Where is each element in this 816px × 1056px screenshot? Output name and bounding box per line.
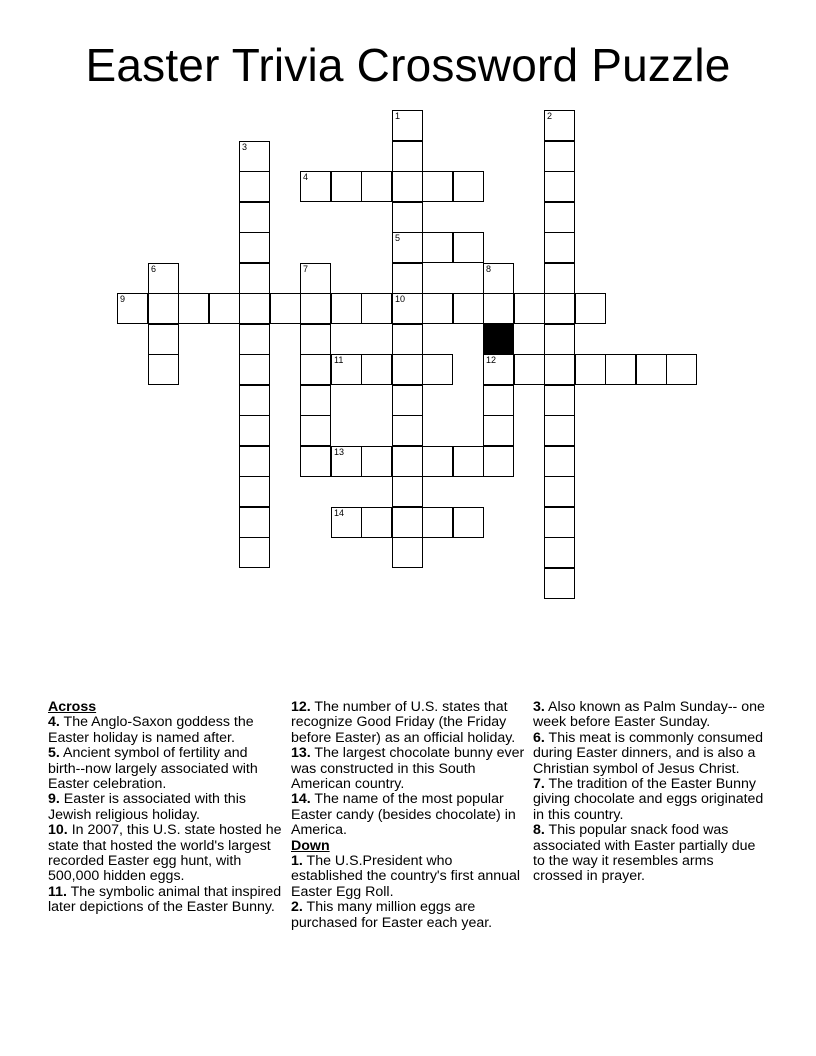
crossword-cell[interactable] [392,446,423,477]
crossword-cell[interactable] [575,293,606,324]
crossword-cell[interactable] [300,263,331,294]
clue-text: This many million eggs are purchased for Easter each year. [291,899,493,931]
clue-text: The largest chocolate bunny ever was constructed in this South American country. [291,745,525,793]
clue-text: The number of U.S. states that recognize Good Friday (the Friday before Easter) as an official holiday. [291,699,516,746]
crossword-cell[interactable] [422,507,453,538]
crossword-cell[interactable] [239,507,270,538]
across-clue-14 [291,792,525,838]
clue-number: 6. [533,729,545,746]
clue-number: 4. [48,714,60,731]
crossword-cell[interactable] [300,446,331,477]
crossword-cell[interactable] [361,171,392,202]
clue-text: Ancient symbol of fertility and birth--now largely associated with Easter celebration. [48,745,258,793]
blocked-cell [483,324,514,355]
page-title: Easter Trivia Crossword Puzzle [85,39,731,91]
across-heading: Across [48,699,97,715]
crossword-cell[interactable] [392,324,423,355]
crossword-cell[interactable] [331,446,362,477]
clue-text: This popular snack food was associated with Easter partially due to the way it resembles arms crossed in prayer. [533,822,756,885]
crossword-cell[interactable] [239,202,270,233]
crossword-cell[interactable] [239,476,270,507]
crossword-cell[interactable] [148,263,179,294]
crossword-cell[interactable] [148,293,179,324]
crossword-cell[interactable] [300,354,331,385]
crossword-cell[interactable] [544,446,575,477]
crossword-cell[interactable] [331,354,362,385]
clues-column-3 [533,700,767,885]
crossword-cell[interactable] [483,415,514,446]
crossword-cell[interactable] [422,446,453,477]
crossword-cell[interactable] [605,354,636,385]
down-clue-1 [291,854,525,900]
crossword-cell[interactable] [544,354,575,385]
clue-number-label: 2 [547,111,553,121]
crossword-cell[interactable] [117,293,148,324]
crossword-cell[interactable] [514,293,545,324]
crossword-cell[interactable] [239,263,270,294]
crossword-cell[interactable] [483,385,514,416]
crossword-cell[interactable] [300,415,331,446]
crossword-cell[interactable] [239,171,270,202]
crossword-cell[interactable] [392,263,423,294]
down-clue-6 [533,731,767,777]
clue-number-label: 11 [334,355,344,365]
clue-number: 9. [48,791,60,808]
crossword-cell[interactable] [148,354,179,385]
down-clue-3 [533,700,767,731]
down-clue-7 [533,777,767,823]
crossword-cell[interactable] [544,415,575,446]
clue-number-label: 10 [395,294,406,304]
crossword-cell[interactable] [453,232,484,263]
crossword-cell[interactable] [453,507,484,538]
crossword-cell[interactable] [300,324,331,355]
across-clue-5 [48,746,282,792]
crossword-cell[interactable] [483,293,514,324]
clue-text: In 2007, this U.S. state hosted he state that hosted the world's largest recorded Easter egg hunt, with 500,000 hidden eggs. [48,822,282,885]
crossword-cell[interactable] [392,354,423,385]
across-clue-9 [48,792,282,823]
crossword-cell[interactable] [544,537,575,568]
crossword-cell[interactable] [544,141,575,172]
crossword-cell[interactable] [422,171,453,202]
crossword-cell[interactable] [392,141,423,172]
crossword-cell[interactable] [483,263,514,294]
clue-number: 10. [48,822,68,839]
crossword-cell[interactable] [392,171,423,202]
clue-number-label: 8 [486,264,492,274]
crossword-cell[interactable] [453,446,484,477]
clue-text: This meat is commonly consumed during Easter dinners, and is also a Christian symbol of Jesus Christ. [533,729,763,777]
clue-number-label: 5 [395,233,401,243]
clue-number: 1. [291,853,303,870]
crossword-cell[interactable] [422,354,453,385]
clue-number: 8. [533,822,545,839]
crossword-cell[interactable] [392,110,423,141]
clue-number-label: 4 [303,172,309,182]
crossword-cell[interactable] [453,171,484,202]
clue-text: Also known as Palm Sunday-- one week before Easter Sunday. [533,699,765,731]
clue-text: The name of the most popular Easter candy (besides chocolate) in America. [291,791,516,839]
crossword-cell[interactable] [544,476,575,507]
down-clue-2 [291,900,525,931]
down-clue-8 [533,823,767,885]
crossword-cell[interactable] [239,293,270,324]
clue-number-label: 9 [120,294,126,304]
crossword-cell[interactable] [300,385,331,416]
crossword-cell[interactable] [239,141,270,172]
across-clue-11 [48,885,282,916]
crossword-cell[interactable] [209,293,240,324]
crossword-cell[interactable] [392,476,423,507]
crossword-cell[interactable] [453,293,484,324]
crossword-cell[interactable] [331,507,362,538]
clue-number-label: 14 [334,508,345,518]
crossword-cell[interactable] [239,324,270,355]
across-clue-4 [48,715,282,746]
clues-column-2 [291,700,525,931]
clue-number: 11. [48,883,67,900]
crossword-cell[interactable] [636,354,667,385]
clues-column-1 [48,700,282,916]
crossword-cell[interactable] [270,293,301,324]
crossword-cell[interactable] [392,507,423,538]
across-clue-10 [48,823,282,885]
clue-text: The symbolic animal that inspired later depictions of the Easter Bunny. [48,883,282,916]
crossword-cell[interactable] [239,354,270,385]
crossword-cell[interactable] [361,446,392,477]
clue-number: 12. [291,699,311,715]
clue-text: Easter is associated with this Jewish religious holiday. [48,791,246,823]
crossword-cell[interactable] [148,324,179,355]
clue-number: 5. [48,745,60,762]
crossword-cell[interactable] [483,446,514,477]
crossword-cell[interactable] [422,232,453,263]
crossword-cell[interactable] [392,415,423,446]
crossword-cell[interactable] [544,293,575,324]
clue-number-label: 13 [334,447,345,457]
crossword-cell[interactable] [361,507,392,538]
clue-number-label: 3 [242,142,248,152]
crossword-cell[interactable] [392,385,423,416]
crossword-cell[interactable] [239,415,270,446]
clue-number: 13. [291,745,311,762]
crossword-cell[interactable] [544,110,575,141]
clue-number: 7. [533,776,545,793]
crossword-cell[interactable] [544,263,575,294]
crossword-cell[interactable] [575,354,606,385]
crossword-cell[interactable] [544,232,575,263]
crossword-cell[interactable] [544,202,575,233]
clue-number: 3. [533,699,545,715]
clue-text: The Anglo-Saxon goddess the Easter holiday is named after. [48,714,254,746]
crossword-cell[interactable] [514,354,545,385]
crossword-cell[interactable] [331,293,362,324]
crossword-cell[interactable] [544,507,575,538]
crossword-cell[interactable] [239,385,270,416]
crossword-cell[interactable] [392,202,423,233]
clue-number-label: 6 [151,264,157,274]
crossword-cell[interactable] [392,537,423,568]
clue-number: 2. [291,899,303,916]
crossword-cell[interactable] [361,293,392,324]
crossword-cell[interactable] [544,385,575,416]
crossword-cell[interactable] [239,232,270,263]
crossword-cell[interactable] [544,171,575,202]
clue-number: 14. [291,791,311,808]
crossword-cell[interactable] [392,293,423,324]
crossword-cell[interactable] [300,293,331,324]
crossword-cell[interactable] [544,568,575,599]
across-clue-13 [291,746,525,792]
crossword-cell[interactable] [483,354,514,385]
crossword-cell[interactable] [239,537,270,568]
clue-number-label: 1 [395,111,401,121]
down-heading: Down [291,837,330,854]
crossword-cell[interactable] [422,293,453,324]
clue-text: The tradition of the Easter Bunny giving chocolate and eggs originated in this country. [533,776,764,823]
across-clue-12 [291,700,525,746]
crossword-cell[interactable] [666,354,697,385]
clue-number-label: 12 [486,355,497,365]
crossword-cell[interactable] [361,354,392,385]
crossword-cell[interactable] [178,293,209,324]
clue-text: The U.S.President who established the country's first annual Easter Egg Roll. [291,853,521,900]
crossword-cell[interactable] [392,232,423,263]
crossword-cell[interactable] [331,171,362,202]
crossword-cell[interactable] [239,446,270,477]
clue-number-label: 7 [303,264,309,274]
crossword-cell[interactable] [300,171,331,202]
crossword-cell[interactable] [544,324,575,355]
